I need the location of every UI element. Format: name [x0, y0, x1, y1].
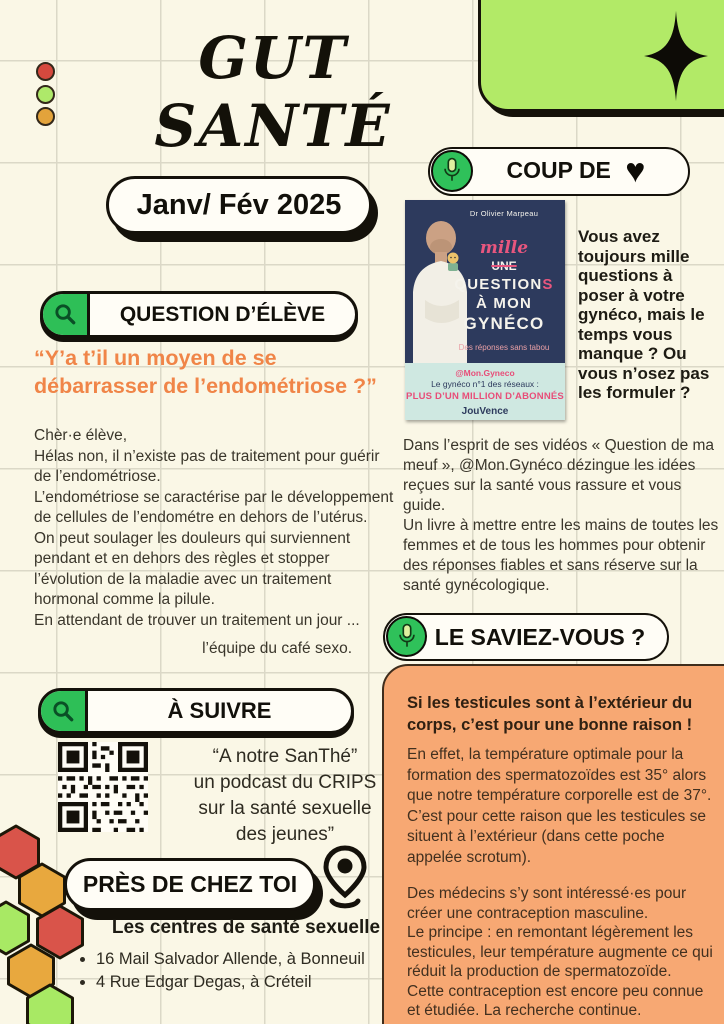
page-title-line1: GUT	[198, 24, 348, 92]
book-tagline: Le gynéco n°1 des réseaux :	[431, 379, 539, 389]
answer-p5: En attendant de trouver un traitement un jour ...	[34, 611, 360, 629]
panel-title: Si les testicules sont à l’extérieur du corps, c’est pour une bonne raison !	[407, 694, 693, 734]
magnifier-icon	[51, 699, 76, 724]
page-title	[128, 24, 418, 160]
coup-body-text	[403, 436, 723, 596]
book-cover-footer	[405, 363, 565, 420]
saviez-vous-header	[383, 613, 669, 661]
book-struck-word: UNE	[491, 259, 517, 273]
student-question: “Y’a t’il un moyen de se débarrasser de l’endométriose ?”	[34, 346, 377, 398]
red-dot-icon	[36, 62, 55, 81]
coup-lead-text: Vous avez toujours mille questions à poser à votre gynéco, mais le temps vous manque ? Ou vous n’osez pas les formuler ?	[578, 227, 710, 402]
answer-signature: l’équipe du café sexo.	[202, 640, 352, 657]
saviez-vous-panel	[382, 664, 724, 1024]
coup-de-coeur-header	[428, 147, 690, 196]
book-cover-text	[447, 209, 561, 352]
answer-p3: L’endométriose se caractérise par le développement de cellules de l’endométre en dehors de l’utérus.	[34, 488, 394, 526]
address-list	[78, 948, 365, 993]
coup-de-coeur-title: COUP DE ♥	[506, 152, 646, 190]
page-title-line2: SANTÉ	[154, 92, 392, 160]
podcast-quote	[178, 744, 392, 848]
microphone-badge	[386, 616, 427, 657]
hexagon-decoration	[0, 818, 110, 1024]
address-item: • 16 Mail Salvador Allende, à Bonneuil	[96, 948, 365, 971]
question-eleve-title: QUESTION D’ÉLÈVE	[119, 302, 326, 326]
coup-body-p2: Un livre à mettre entre les mains de toutes les femmes et de tous les hommes pour obtenir des réponses fiables et sans réserve sur la santé gynécologique.	[403, 517, 719, 594]
book-followers: PLUS D’UN MILLION D’ABONNÉS	[406, 391, 564, 402]
answer-text	[34, 426, 400, 631]
microphone-icon	[395, 622, 419, 652]
pres-de-chez-toi-header	[64, 858, 316, 911]
magnifier-badge	[43, 294, 90, 335]
issue-date-label: Janv/ Fév 2025	[136, 188, 342, 221]
quote-line2: un podcast du CRIPS	[193, 772, 377, 793]
book-publisher: JouVence	[461, 406, 509, 417]
saviez-vous-title: LE SAVIEZ-VOUS ?	[434, 623, 646, 650]
sparkle-icon	[644, 9, 708, 103]
heart-icon: ♥	[625, 152, 646, 190]
green-dot-icon	[36, 85, 55, 104]
microphone-badge	[431, 150, 473, 192]
pres-de-chez-toi-title: PRÈS DE CHEZ TOI	[82, 871, 298, 897]
magnifier-badge	[41, 691, 88, 731]
address-item: • 4 Rue Edgar Degas, à Créteil	[96, 971, 365, 994]
a-suivre-title: À SUIVRE	[167, 698, 272, 723]
issue-date-badge	[106, 176, 372, 234]
book-title-line2: À MON	[476, 295, 532, 312]
panel-paragraph-1: En effet, la température optimale pour la formation des spermatozoïdes est 35° alors que notre température corporelle est de 37°. C’est pour cette raison que les testicules se situent à l’extérieur (dans cette poche appelée scrotum).	[407, 746, 712, 866]
quote-line4: des jeunes”	[235, 824, 335, 845]
panel-paragraph-2	[407, 884, 719, 1021]
book-title-line1: QUESTIONS	[454, 276, 554, 293]
quote-line1: “A notre SanThé”	[212, 746, 358, 767]
coup-body-p1: Dans l’esprit de ses vidéos « Question de ma meuf », @Mon.Gynéco dézingue les idées reçues sur la santé vous rassure et vous guide.	[403, 437, 715, 514]
book-cover	[405, 200, 565, 420]
book-script-word: mille	[479, 238, 529, 258]
centres-subtitle: Les centres de santé sexuelle	[111, 917, 381, 938]
orange-dot-icon	[36, 107, 55, 126]
a-suivre-header	[38, 688, 354, 734]
answer-p1: Chèr·e élève,	[34, 427, 128, 444]
quote-line3: sur la santé sexuelle	[198, 798, 372, 819]
magnifier-icon	[53, 302, 78, 327]
book-title-line3: GYNÉCO	[463, 314, 545, 333]
microphone-icon	[440, 156, 464, 186]
answer-p4: On peut soulager les douleurs qui surviennent pendant et en dehors des règles et stopper l’évolution de la maladie avec un traitement hormonal comme la pilule.	[34, 529, 351, 608]
panel-p2-line1: Des médecins s’y sont intéressé·es pour créer une contraception masculine.	[407, 885, 687, 922]
book-handle: @Mon.Gyneco	[455, 368, 515, 378]
question-eleve-header	[40, 291, 358, 338]
panel-p2-line3: Cette contraception est encore peu connue et étudiée. La recherche continue.	[407, 982, 704, 1019]
book-subtitle: Des réponses sans tabou	[458, 343, 550, 352]
panel-p2-line2: Le principe : en remontant légèrement les testicules, leur température augmente ce qui réduit la production de spermatozoïde.	[407, 924, 713, 980]
location-pin-icon	[320, 845, 370, 911]
book-author: Dr Olivier Marpeau	[469, 209, 539, 218]
green-corner-card	[478, 0, 724, 112]
answer-p2: Hélas non, il n’existe pas de traitement pour guérir de l’endométriose.	[34, 447, 380, 485]
